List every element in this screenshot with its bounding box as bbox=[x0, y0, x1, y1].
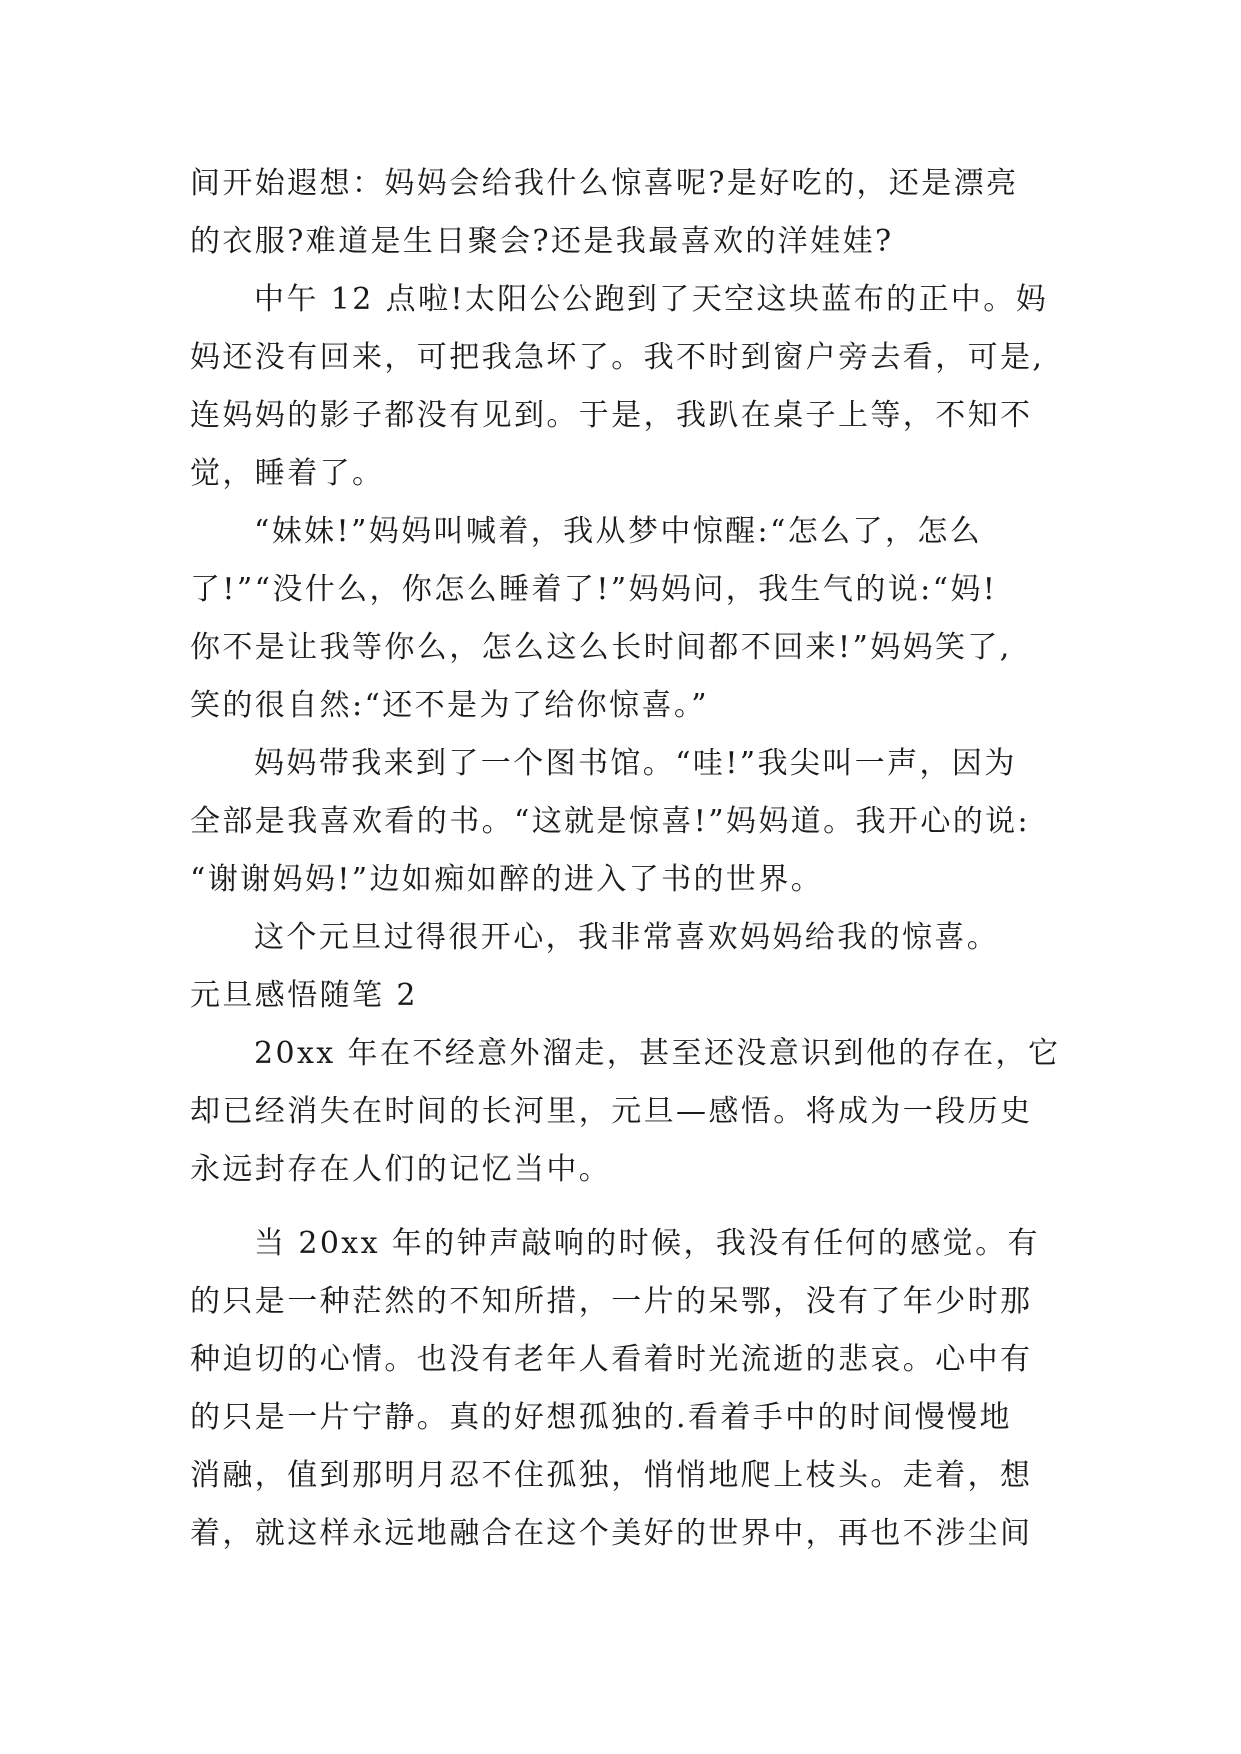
text-line: 连妈妈的影子都没有见到。于是，我趴在桌子上等，不知不 bbox=[190, 398, 1033, 433]
text-line: 当 20xx 年的钟声敲响的时候，我没有任何的感觉。有 bbox=[254, 1226, 1040, 1261]
text-line: 了!”“没什么，你怎么睡着了!”妈妈问，我生气的说:“妈! bbox=[190, 572, 998, 607]
text-line: 的只是一片宁静。真的好想孤独的.看着手中的时间慢慢地 bbox=[190, 1400, 1012, 1435]
text-line: 20xx 年在不经意外溜走，甚至还没意识到他的存在，它 bbox=[254, 1036, 1061, 1071]
text-line: “谢谢妈妈!”边如痴如醉的进入了书的世界。 bbox=[190, 862, 824, 897]
text-line: 觉，睡着了。 bbox=[190, 456, 385, 491]
text-line: 妈还没有回来，可把我急坏了。我不时到窗户旁去看，可是, bbox=[190, 340, 1045, 375]
text-line: 的只是一种茫然的不知所措，一片的呆鄂，没有了年少时那 bbox=[190, 1284, 1033, 1319]
text-line: 消融，值到那明月忍不住孤独，悄悄地爬上枝头。走着，想 bbox=[190, 1458, 1033, 1493]
text-line: 你不是让我等你么，怎么这么长时间都不回来!”妈妈笑了, bbox=[190, 630, 1012, 665]
text-line: 永远封存在人们的记忆当中。 bbox=[190, 1152, 612, 1187]
text-line: 着，就这样永远地融合在这个美好的世界中，再也不涉尘间 bbox=[190, 1516, 1033, 1551]
text-line: 妈妈带我来到了一个图书馆。“哇!”我尖叫一声，因为 bbox=[254, 746, 1017, 781]
text-line: 全部是我喜欢看的书。“这就是惊喜!”妈妈道。我开心的说: bbox=[190, 804, 1031, 839]
text-line: 种迫切的心情。也没有老年人看着时光流逝的悲哀。心中有 bbox=[190, 1342, 1033, 1377]
text-line: 的衣服?难道是生日聚会?还是我最喜欢的洋娃娃? bbox=[190, 224, 894, 259]
text-line: 却已经消失在时间的长河里，元旦—感悟。将成为一段历史 bbox=[190, 1094, 1033, 1129]
section-heading: 元旦感悟随笔 2 bbox=[190, 978, 418, 1013]
text-line: 这个元旦过得很开心，我非常喜欢妈妈给我的惊喜。 bbox=[254, 920, 1000, 955]
text-line: 间开始遐想：妈妈会给我什么惊喜呢?是好吃的，还是漂亮 bbox=[190, 166, 1019, 201]
text-line: 中午 12 点啦!太阳公公跑到了天空这块蓝布的正中。妈 bbox=[254, 282, 1049, 317]
text-line: 笑的很自然:“还不是为了给你惊喜。” bbox=[190, 688, 709, 723]
text-line: “妹妹!”妈妈叫喊着，我从梦中惊醒:“怎么了，怎么 bbox=[254, 514, 983, 549]
